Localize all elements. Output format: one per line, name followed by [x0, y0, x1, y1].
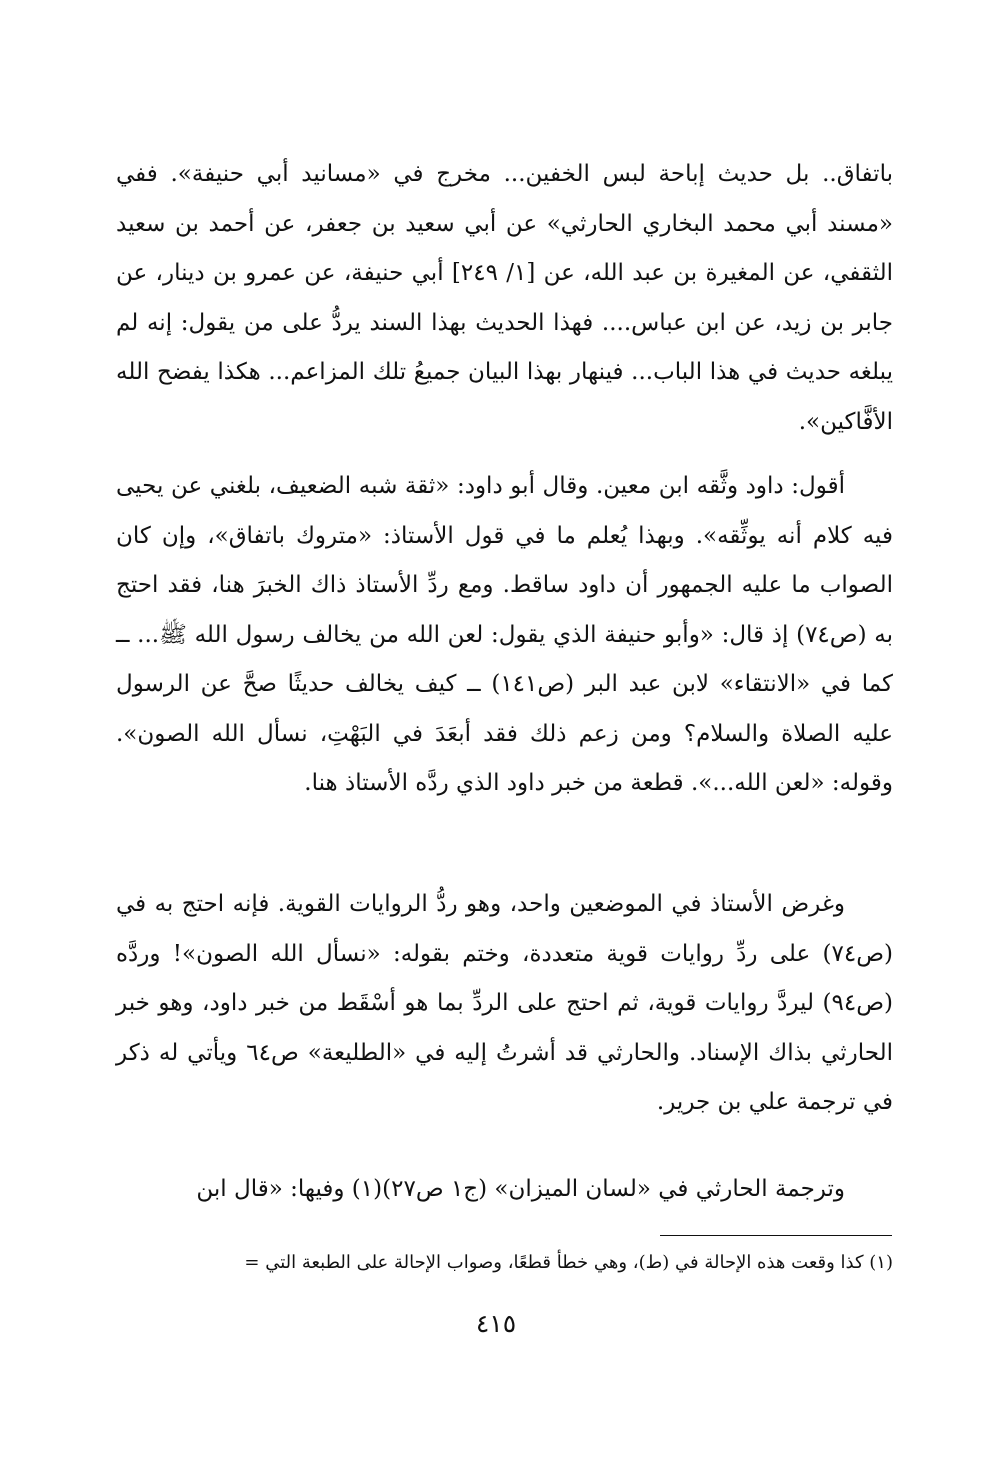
paragraph-biography	[116, 1165, 893, 1215]
paragraph-reply	[116, 462, 893, 809]
footnote-divider	[660, 1235, 892, 1236]
paragraph-3-text: وغرض الأستاذ في الموضعين واحد، وهو ردُّ الروايات القوية. فإنه احتج به في (ص٧٤) على ردِّ روايات قوية متعددة، وختم بقوله: «نسأل الله الصون»! وردَّه (ص٩٤) ليردَّ روايات قوية، ثم احتج على الردِّ بما هو أسْقَط من خبر داود، وهو خبر الحارثي بذاك الإسناد. والحارثي قد أشرتُ إليه في «الطليعة» ص٦٤ ويأتي له ذكر في ترجمة علي بن جرير.	[116, 891, 893, 1115]
paragraph-2-text: أقول: داود وثَّقه ابن معين. وقال أبو داود: «ثقة شبه الضعيف، بلغني عن يحيى فيه كلام أنه يوثِّقه». وبهذا يُعلم ما في قول الأستاذ: «متروك باتفاق»، وإن كان الصواب ما عليه الجمهور أن داود ساقط. ومع ردِّ الأستاذ ذاك الخبرَ هنا، فقد احتج به (ص٧٤) إذ قال: «وأبو حنيفة الذي يقول: لعن الله من يخالف رسول الله ﷺ... ــ كما في «الانتقاء» لابن عبد البر (ص١٤١) ــ كيف يخالف حديثًا صحَّ عن الرسول عليه الصلاة والسلام؟ ومن زعم ذلك فقد أبعَدَ في البَهْتِ، نسأل الله الصون». وقوله: «لعن الله...». قطعة من خبر داود الذي ردَّه الأستاذ هنا.	[116, 473, 893, 796]
footnote: (١) كذا وقعت هذه الإحالة في (ط)، وهي خطأ قطعًا، وصواب الإحالة على الطبعة التي =	[244, 1252, 893, 1273]
page-number: ٤١٥	[475, 1309, 517, 1338]
paragraph-1-text: باتفاق.. بل حديث إباحة لبس الخفين... مخرج في «مسانيد أبي حنيفة». ففي «مسند أبي محمد البخاري الحارثي» عن أبي سعيد بن جعفر، عن أحمد بن سعيد الثقفي، عن المغيرة بن عبد الله، عن [١/ ٢٤٩] أبي حنيفة، عن عمرو بن دينار، عن جابر بن زيد، عن ابن عباس.... فهذا الحديث بهذا السند يردُّ على من يقول: إنه لم يبلغه حديث في هذا الباب... فينهار بهذا البيان جميعُ تلك المزاعم... هكذا يفضح الله الأفَّاكين».	[116, 161, 894, 435]
paragraph-purpose	[116, 880, 893, 1128]
paragraph-4-text: وترجمة الحارثي في «لسان الميزان» (ج١ ص٢٧)(١) وفيها: «قال ابن	[196, 1176, 845, 1202]
paragraph-continuation	[116, 150, 893, 447]
